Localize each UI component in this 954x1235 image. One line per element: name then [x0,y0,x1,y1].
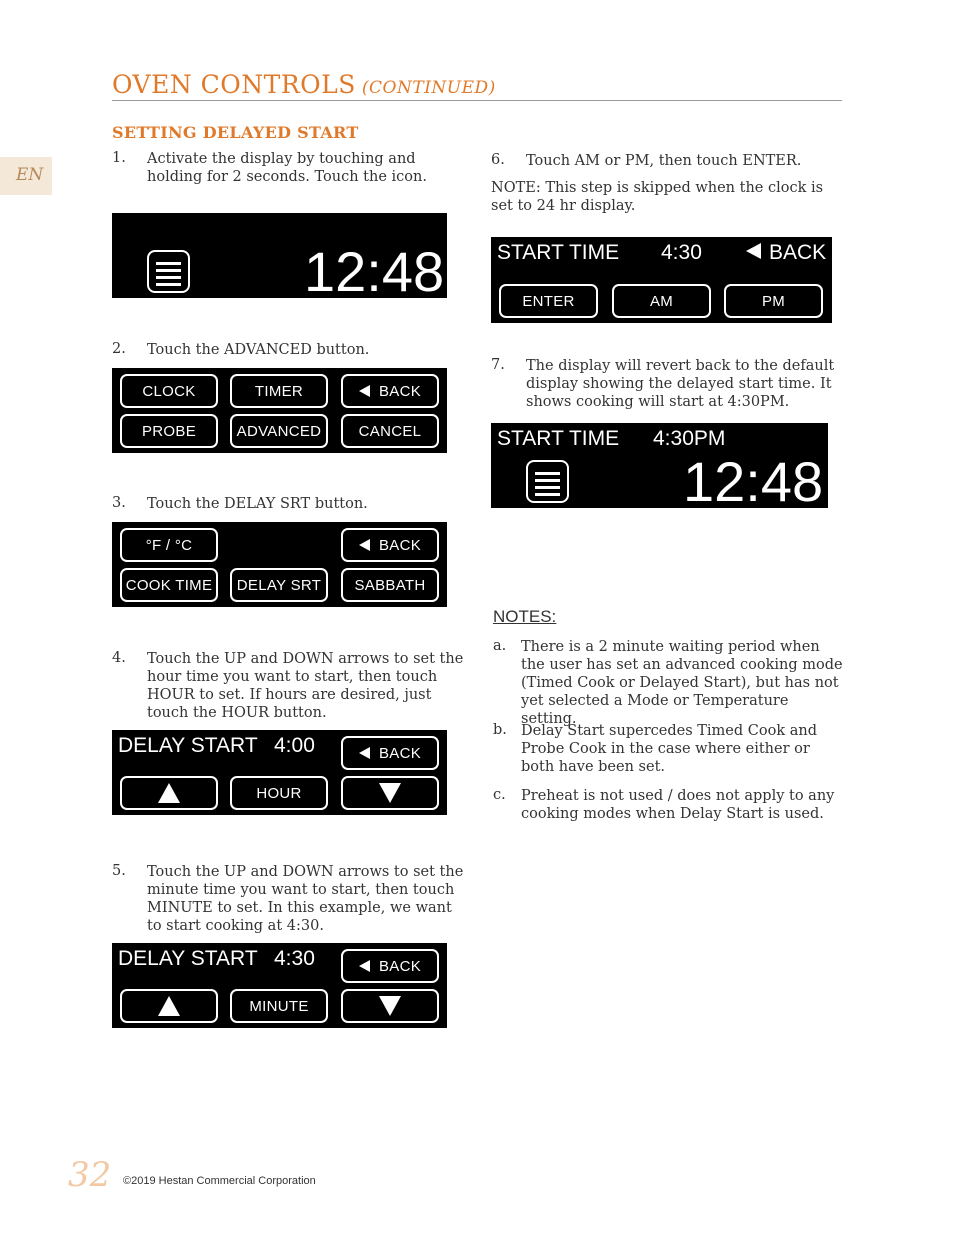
oven-display-am-pm [491,237,832,323]
step-number: 6. [491,152,505,168]
oven-display-delay-hour [112,730,447,815]
step-number: 5. [112,863,126,879]
back-button-label: BACK [378,536,422,554]
note-letter: c. [493,787,506,803]
up-arrow-icon [158,996,180,1016]
back-button-label: BACK [769,241,827,264]
step-text: Activate the display by touching and holding for 2 seconds. Touch the icon. [147,151,427,185]
pm-button[interactable]: PM [724,284,823,318]
note-letter: a. [493,638,507,654]
menu-icon[interactable] [147,250,190,293]
down-arrow-button[interactable] [341,776,439,810]
step-text: The display will revert back to the default display showing the delayed start time. It shows cooking will start at 4:30PM. [526,358,835,410]
back-button[interactable] [341,374,439,408]
back-arrow-icon [359,385,370,397]
back-arrow-icon [746,243,761,259]
minute-button[interactable]: MINUTE [230,989,328,1023]
back-arrow-icon [359,960,370,972]
notes-title: NOTES: [493,607,557,626]
oven-display-home [112,213,447,303]
start-time-label: START TIME [497,241,620,264]
step-text: Touch the ADVANCED button. [147,342,370,358]
step-text: Touch the DELAY SRT button. [147,496,368,512]
down-arrow-icon [379,783,401,803]
enter-button[interactable]: ENTER [499,284,598,318]
delay-start-label: DELAY START [118,734,258,757]
section-title: SETTING DELAYED START [112,123,359,142]
back-button[interactable] [341,949,439,983]
oven-display-start-time [491,423,828,513]
page-title-continued: (CONTINUED) [361,78,496,98]
back-button-label: BACK [378,382,422,400]
step-number: 1. [112,150,126,166]
advanced-button[interactable]: ADVANCED [230,414,328,448]
back-button[interactable] [746,241,826,265]
page-title [112,70,496,99]
step-note: NOTE: This step is skipped when the clock is set to 24 hr display. [491,180,824,214]
step-number: 4. [112,650,126,666]
am-button[interactable]: AM [612,284,711,318]
back-arrow-icon [359,747,370,759]
delay-srt-button[interactable]: DELAY SRT [230,568,328,602]
delay-start-label: DELAY START [118,947,258,970]
back-button-label: BACK [378,957,422,975]
timer-button[interactable]: TIMER [230,374,328,408]
up-arrow-button[interactable] [120,989,218,1023]
note-text: There is a 2 minute waiting period when the user has set an advanced cooking mode (Timed Cook or Delayed Start), but has not yet selected a Mode or Temperature setting. [521,639,843,727]
oven-display-main-menu [112,368,447,453]
down-arrow-icon [379,996,401,1016]
clock-time: 12:48 [683,450,824,513]
start-time-value: 4:30PM [653,427,726,450]
down-arrow-button[interactable] [341,989,439,1023]
step-text: Touch AM or PM, then touch ENTER. [526,153,802,169]
language-tab [0,157,52,195]
note-text: Preheat is not used / does not apply to any cooking modes when Delay Start is used. [521,788,835,822]
header-divider [112,100,842,101]
step-text: Touch the UP and DOWN arrows to set the hour time you want to start, then touch HOUR to set. If hours are desired, just touch the HOUR button. [147,651,464,721]
copyright: ©2019 Hestan Commercial Corporation [123,1175,316,1187]
back-button[interactable] [341,736,439,770]
back-button-label: BACK [378,744,422,762]
page-title-text: OVEN CONTROLS [112,70,356,99]
menu-icon[interactable] [526,460,569,503]
back-button[interactable] [341,528,439,562]
step-number: 7. [491,357,505,373]
page-number: 32 [68,1155,112,1195]
clock-time: 12:48 [304,240,445,303]
note-letter: b. [493,722,507,738]
step-number: 3. [112,495,126,511]
units-button[interactable]: °F / °C [120,528,218,562]
delay-start-value: 4:00 [274,734,315,757]
probe-button[interactable]: PROBE [120,414,218,448]
note-text: Delay Start supercedes Timed Cook and Probe Cook in the case where either or both have been set. [521,723,817,775]
cook-time-button[interactable]: COOK TIME [120,568,218,602]
step-number: 2. [112,341,126,357]
cancel-button[interactable]: CANCEL [341,414,439,448]
language-tab-label: EN [16,165,44,185]
back-arrow-icon [359,539,370,551]
oven-display-delay-minute [112,943,447,1028]
up-arrow-button[interactable] [120,776,218,810]
hour-button[interactable]: HOUR [230,776,328,810]
start-time-value: 4:30 [661,241,702,264]
delay-start-value: 4:30 [274,947,315,970]
oven-display-advanced-menu [112,522,447,607]
clock-button[interactable]: CLOCK [120,374,218,408]
up-arrow-icon [158,783,180,803]
start-time-label: START TIME [497,427,620,450]
step-text: Touch the UP and DOWN arrows to set the minute time you want to start, then touch MINUTE to set. In this example, we want to start cooking at 4:30. [147,864,464,934]
sabbath-button[interactable]: SABBATH [341,568,439,602]
